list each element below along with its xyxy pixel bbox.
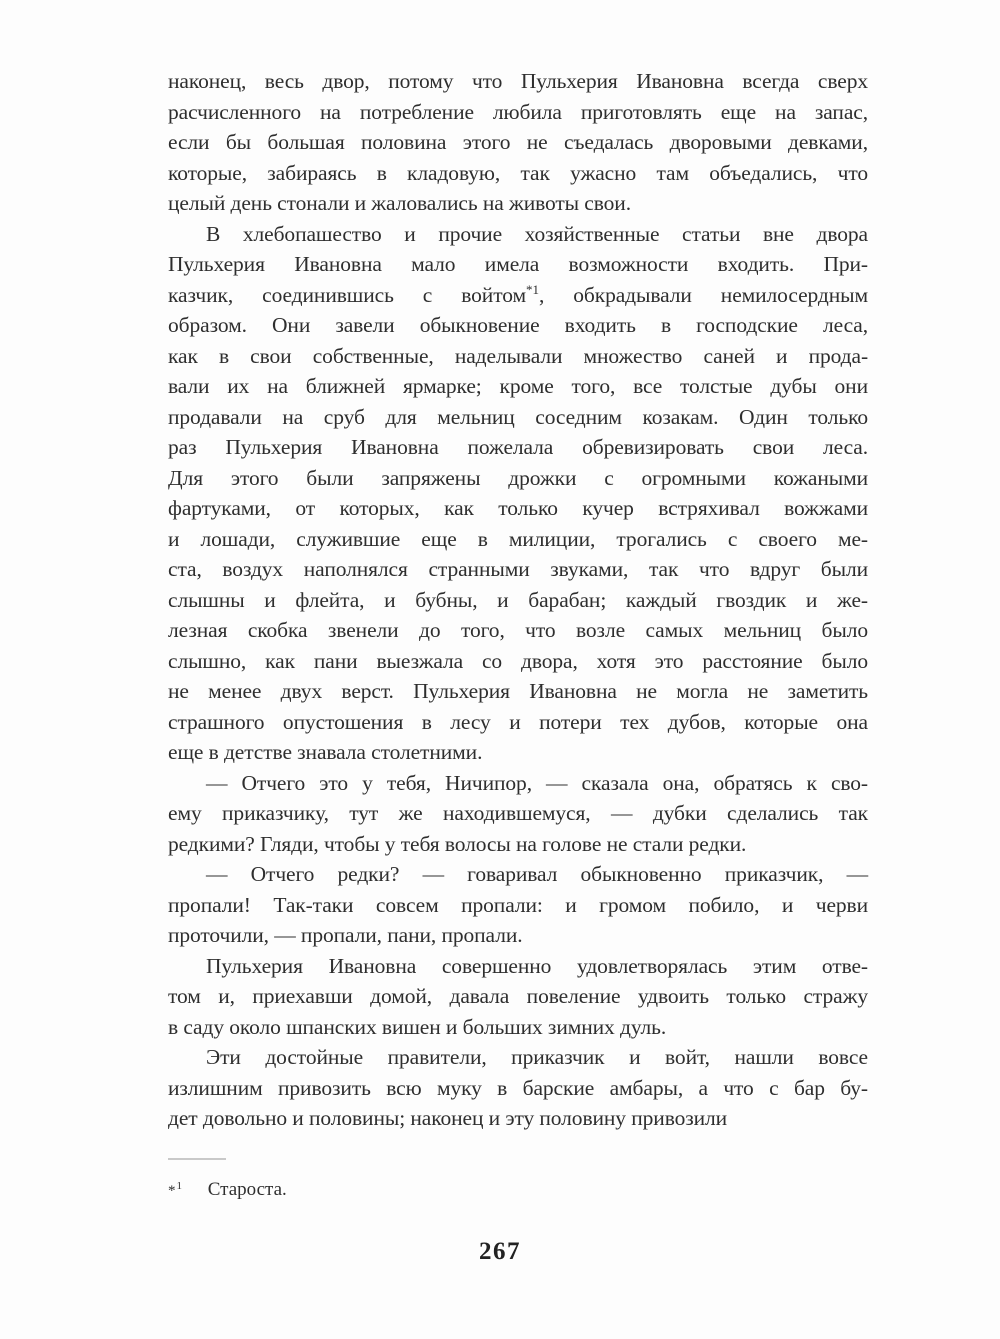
text-line: излишним привозить всю муку в барские амбары, а что с бар бу- <box>168 1075 868 1100</box>
text-line: ста, воздух наполнялся странными звуками, так что вдруг были <box>168 557 868 581</box>
footnote-marker-number: 1 <box>176 1180 183 1192</box>
text-line: Для этого были запряжены дрожки с огромными кожаными <box>168 465 868 490</box>
text-line: которые, забираясь в кладовую, так ужасно там объедались, что <box>168 160 868 185</box>
text-line: и лошади, служившие еще в милиции, трогались с своего ме- <box>168 526 868 551</box>
text-line: — Отчего это у тебя, Ничипор, — сказала она, обратясь к сво- <box>206 770 868 795</box>
text-line: еще в детстве знавала столетними. <box>168 740 483 764</box>
text-line: в саду около шпанских вишен и больших зимних дуль. <box>168 1014 667 1039</box>
footnote-marker-star: * <box>168 1183 177 1199</box>
text-line: Пульхерия Ивановна совершенно удовлетворялась этим отве- <box>206 953 868 978</box>
text-line: образом. Они завели обыкновение входить в господские леса, <box>168 313 868 337</box>
text-line: фартуками, от которых, как только кучер встряхивал вожжами <box>168 496 868 520</box>
text-line: — Отчего редки? — говаривал обыкновенно приказчик, — <box>206 862 868 886</box>
text-line: пропали! Так-таки совсем пропали: и громом побило, и черви <box>168 892 868 917</box>
footnote-marker <box>168 1179 183 1203</box>
text-block <box>168 66 868 1134</box>
text-line: не менее двух верст. Пульхерия Ивановна не могла не заметить <box>168 679 868 703</box>
page-number: 267 <box>479 1238 521 1265</box>
text-line: если бы большая половина этого не съедалась дворовыми девками, <box>168 130 868 154</box>
text-line: редкими? Гляди, чтобы у тебя волосы на голове не стали редки. <box>168 831 747 856</box>
text-line: дет довольно и половины; наконец и эту половину привозили <box>168 1106 728 1130</box>
text-line: наконец, весь двор, потому что Пульхерия Ивановна всегда сверх <box>168 69 868 93</box>
footnote-divider <box>168 1158 226 1160</box>
footnote-text: Староста. <box>207 1179 287 1200</box>
text-line: ему приказчику, тут же находившемуся, — дубки сделались так <box>168 801 868 825</box>
text-line: проточили, — пропали, пани, пропали. <box>168 923 523 947</box>
text-line: Пульхерия Ивановна мало имела возможности входить. При- <box>168 252 868 276</box>
text-line: расчисленного на потребление любила приготовлять еще на запас, <box>168 99 868 124</box>
text-line: как в свои собственные, наделывали множество саней и прода- <box>168 343 868 368</box>
footnote <box>168 1178 868 1203</box>
text-line: слышны и флейта, и бубны, и барабан; каждый гвоздик и же- <box>168 587 868 612</box>
footnote-reference: *1 <box>525 281 539 297</box>
text-line: лезная скобка звенели до того, что возле самых мельниц было <box>168 618 868 642</box>
text-line: раз Пульхерия Ивановна пожелала обревизировать свои леса. <box>168 435 868 459</box>
text-line: вали их на ближней ярмарке; кроме того, все толстые дубы они <box>168 374 868 398</box>
text-line: страшного опустошения в лесу и потери тех дубов, которые она <box>168 709 868 734</box>
text-line: В хлебопашество и прочие хозяйственные статьи вне двора <box>206 221 868 246</box>
text-line: Эти достойные правители, приказчик и войт, нашли вовсе <box>206 1045 868 1069</box>
text-line: казчик, соединившись с войтом$^{*1}$, обкрадывали немилосердным <box>168 281 868 307</box>
text-line: целый день стонали и жаловались на животы свои. <box>168 191 631 215</box>
text-line: продавали на сруб для мельниц соседним козакам. Один только <box>168 404 868 429</box>
text-line: слышно, как пани выезжала со двора, хотя это расстояние было <box>168 648 868 673</box>
text-line: том и, приехавши домой, давала повеление удвоить только стражу <box>168 984 868 1008</box>
